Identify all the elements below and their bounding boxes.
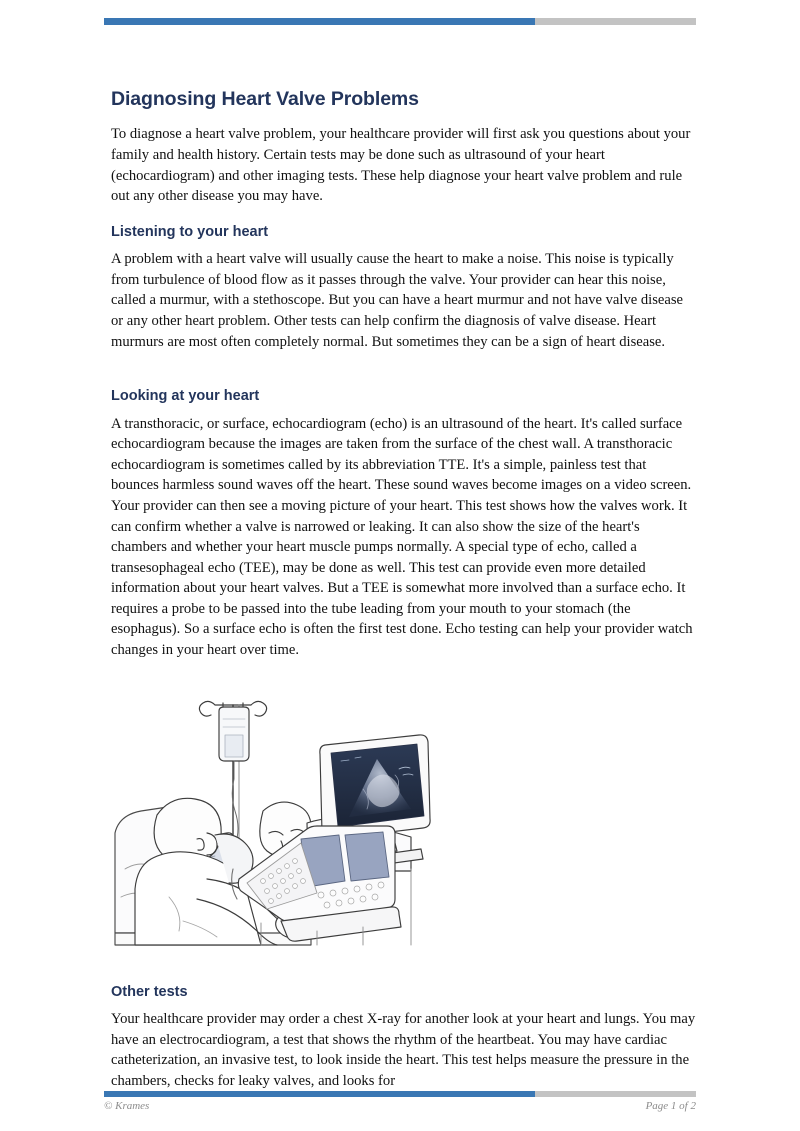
header-rule	[104, 18, 696, 25]
footer-rule-accent	[104, 1091, 535, 1097]
section-heading-looking: Looking at your heart	[111, 388, 260, 405]
section-body-looking: A transthoracic, or surface, echocardiogram (echo) is an ultrasound of the heart. It's called surface echocardiogram because the images are taken from the surface of the chest wall. A transthoracic echocardiogram is sometimes called by its abbreviation TTE. It's a simple, painless test that bounces harmless sound waves off the heart. These sound waves become images on a video screen. Your provider can then see a moving picture of your heart. This test shows how the valves work. It can confirm whether a valve is narrowed or leaking. It can also show the size of the heart's chambers and whether your heart muscle pumps normally. A special type of echo, called a transesophageal echo (TEE), may be done as well. This test can provide even more detailed information about your heart valves. But a TEE is somewhat more involved than a surface echo. It requires a probe to be passed into the tube leading from your mouth to your stomach (the esophagus). So a surface echo is often the first test done. Echo testing can help your provider watch changes in your heart over time.	[111, 415, 693, 659]
illustration-svg	[111, 683, 431, 948]
footer-copyright: © Krames	[104, 1100, 150, 1112]
section-body-listening: A problem with a heart valve will usually cause the heart to make a noise. This noise is typically from turbulence of blood flow as it passes through the valve. Your provider can hear this noise, called a murmur, with a stethoscope. But you can have a heart murmur and not have valve disease or any other heart problem. Other tests can help confirm the diagnosis of valve disease. Heart murmurs are most often completely normal. But sometimes they can be a sign of heart disease.	[111, 251, 684, 350]
header-rule-accent	[104, 18, 535, 25]
footer-rule	[104, 1091, 696, 1097]
footer	[104, 1100, 696, 1112]
section-heading-other-tests: Other tests	[111, 983, 188, 1000]
console-screen-right	[345, 832, 389, 881]
section-body-other-tests: Your healthcare provider may order a chest X-ray for another look at your heart and lungs. You may have an electrocardiogram, a test that shows the rhythm of the heartbeat. You may have cardiac catheterization, an invasive test, to look inside the heart. This test helps measure the pressure in the chambers, checks for leaky valves, and looks for	[111, 1011, 696, 1089]
document-content	[111, 88, 696, 1095]
page-title: Diagnosing Heart Valve Problems	[111, 88, 419, 110]
intro-paragraph: To diagnose a heart valve problem, your healthcare provider will first ask you questions about your family and health history. Certain tests may be done such as ultrasound of your heart (echocardiogram) and other imaging tests. These help diagnose your heart valve problem and rule out any other disease you may have.	[111, 126, 691, 205]
section-heading-listening: Listening to your heart	[111, 223, 269, 240]
echocardiogram-illustration	[111, 683, 431, 948]
footer-page-number: Page 1 of 2	[645, 1100, 696, 1112]
